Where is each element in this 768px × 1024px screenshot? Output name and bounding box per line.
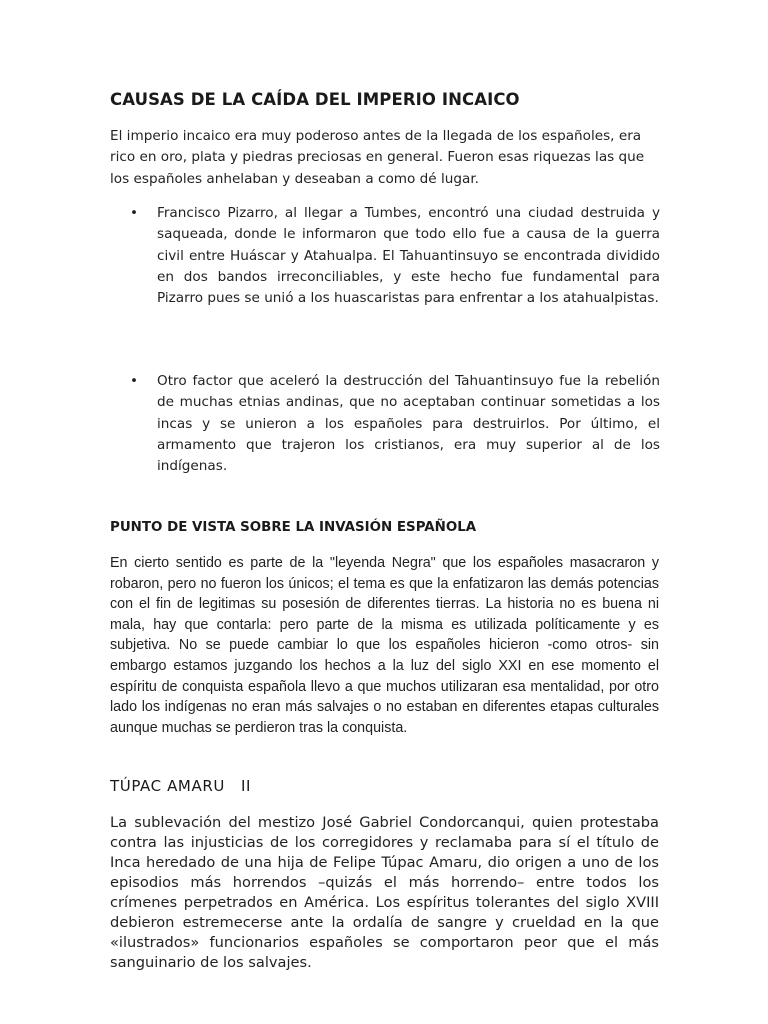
bullet-text: Francisco Pizarro, al llegar a Tumbes, encontró una ciudad destruida y saqueada, donde le informaron que todo ello fue a causa de la guerra civil entre Huáscar y Atahualpa. El Tahuantinsuyo se encontrada dividido en dos bandos irreconciliables, y este hecho fue fundamental para Pizarro pues se unió a los huascaristas para enfrentar a los atahualpistas. xyxy=(157,205,660,307)
section-heading-tupac-amaru: TÚPAC AMARU II xyxy=(110,777,252,795)
bullet-marker: • xyxy=(130,205,139,221)
tupac-amaru-paragraph: La sublevación del mestizo José Gabriel Condorcanqui, quien protestaba contra las injusticias de los corregidores y reclamaba para sí el título de Inca heredado de una hija de Felipe Túpac Amaru, dio origen a uno de los episodios más horrendos –quizás el más horrendo– entre todos los crímenes perpetrados en América. Los espíritus tolerantes del siglo XVIII debieron estremecerse ante la ordalía de sangre y crueldad en la que «ilustrados» funcionarios españoles se comportaron peor que el más sanguinario de los salvajes. xyxy=(110,814,659,971)
document-title: CAUSAS DE LA CAÍDA DEL IMPERIO INCAICO xyxy=(110,90,520,109)
bullet-item xyxy=(130,371,660,477)
bullet-marker: • xyxy=(130,373,139,389)
intro-paragraph: El imperio incaico era muy poderoso antes de la llegada de los españoles, era rico en oro, plata y piedras preciosas en general. Fueron esas riquezas las que los españoles anhelaban y deseaban a como dé lugar. xyxy=(110,128,645,187)
bullet-text: Otro factor que aceleró la destrucción del Tahuantinsuyo fue la rebelión de muchas etnias andinas, que no aceptaban continuar sometidas a los incas y se unieron a los españoles para destruirlos. Por último, el armamento que trajeron los cristianos, era muy superior al de los indígenas. xyxy=(157,373,660,475)
invasion-paragraph: En cierto sentido es parte de la "leyenda Negra" que los españoles masacraron y robaron, pero no fueron los únicos; el tema es que la enfatizaron las demás potencias con el fin de legitimas su posesión de diferentes tierras. La historia no es buena ni mala, hay que contarla: pero parte de la misma es utilizada políticamente y es subjetiva. No se puede cambiar lo que los españoles hicieron -como otros- sin embargo estamos juzgando los hechos a la luz del siglo XXI en ese momento el espíritu de conquista española llevo a que muchos utilizaran esa mentalidad, por otro lado los indígenas no eran más salvajes o no estaban en diferentes etapas culturales aunque muchas se perdieron tras la conquista. xyxy=(110,555,659,736)
bullet-item xyxy=(130,203,660,309)
section-heading-invasion: PUNTO DE VISTA SOBRE LA INVASIÓN ESPAÑOLA xyxy=(110,520,477,535)
